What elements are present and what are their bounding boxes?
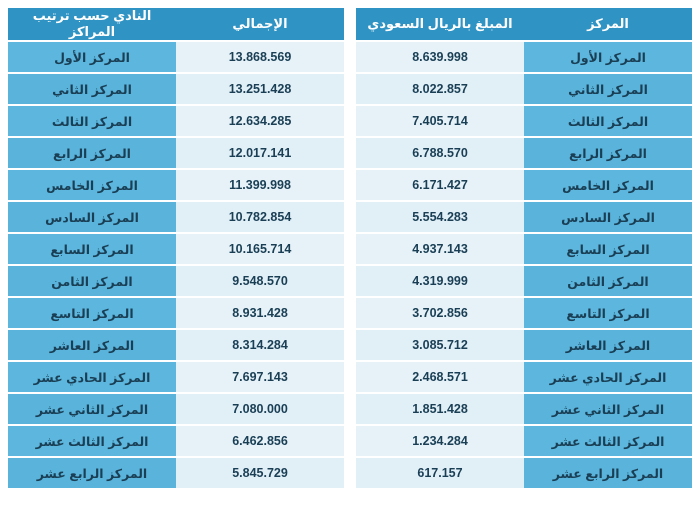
table-row (356, 298, 692, 328)
table-row (8, 234, 344, 264)
cell-category: المركز السابع (8, 234, 176, 264)
table-row (8, 394, 344, 424)
cell-value: 7.080.000 (176, 394, 344, 424)
cell-category: المركز العاشر (524, 330, 692, 360)
cell-category: المركز العاشر (8, 330, 176, 360)
header-category-amounts: النادي حسب ترتيب المراكز (8, 8, 176, 40)
table-header-row (356, 8, 692, 40)
cell-category: المركز الأول (8, 42, 176, 72)
cell-value: 7.697.143 (176, 362, 344, 392)
table-row (8, 74, 344, 104)
table-row (356, 42, 692, 72)
cell-value: 5.554.283 (356, 202, 524, 232)
cell-category: المركز الثالث عشر (524, 426, 692, 456)
table-row (8, 266, 344, 296)
cell-category: المركز الرابع عشر (8, 458, 176, 488)
table-row (356, 106, 692, 136)
table-row (356, 362, 692, 392)
table-row (356, 138, 692, 168)
cell-value: 5.845.729 (176, 458, 344, 488)
table-row (356, 426, 692, 456)
amounts-table-wrapper (8, 6, 344, 515)
header-value-totals: المبلغ بالريال السعودي (356, 8, 524, 40)
totals-table-head (356, 8, 692, 40)
cell-category: المركز الثالث (8, 106, 176, 136)
cell-category: المركز الثاني عشر (8, 394, 176, 424)
header-value-amounts: الإجمالي (176, 8, 344, 40)
table-row (356, 394, 692, 424)
cell-value: 11.399.998 (176, 170, 344, 200)
amounts-table-body (8, 42, 344, 488)
cell-value: 1.851.428 (356, 394, 524, 424)
cell-category: المركز السادس (524, 202, 692, 232)
cell-value: 3.085.712 (356, 330, 524, 360)
table-row (8, 330, 344, 360)
table-row (8, 458, 344, 488)
table-row (356, 458, 692, 488)
cell-category: المركز الثاني عشر (524, 394, 692, 424)
cell-category: المركز الخامس (524, 170, 692, 200)
cell-value: 8.931.428 (176, 298, 344, 328)
cell-category: المركز الخامس (8, 170, 176, 200)
cell-value: 9.548.570 (176, 266, 344, 296)
amounts-table-head (8, 8, 344, 40)
amounts-table (8, 6, 344, 490)
table-row (356, 330, 692, 360)
cell-value: 3.702.856 (356, 298, 524, 328)
header-category-totals: المركز (524, 8, 692, 40)
cell-value: 1.234.284 (356, 426, 524, 456)
cell-value: 13.251.428 (176, 74, 344, 104)
cell-category: المركز الرابع (8, 138, 176, 168)
cell-value: 12.634.285 (176, 106, 344, 136)
cell-category: المركز الثامن (8, 266, 176, 296)
cell-category: المركز الثالث (524, 106, 692, 136)
cell-value: 6.462.856 (176, 426, 344, 456)
table-row (8, 106, 344, 136)
table-row (8, 170, 344, 200)
cell-value: 4.319.999 (356, 266, 524, 296)
table-row (356, 202, 692, 232)
totals-table-wrapper (356, 6, 692, 515)
table-row (356, 266, 692, 296)
cell-category: المركز الحادي عشر (524, 362, 692, 392)
cell-value: 12.017.141 (176, 138, 344, 168)
table-row (8, 202, 344, 232)
cell-value: 617.157 (356, 458, 524, 488)
cell-value: 8.022.857 (356, 74, 524, 104)
table-row (356, 74, 692, 104)
table-row (8, 298, 344, 328)
cell-category: المركز الرابع (524, 138, 692, 168)
table-row (356, 234, 692, 264)
table-row (8, 42, 344, 72)
cell-value: 6.171.427 (356, 170, 524, 200)
cell-category: المركز الثامن (524, 266, 692, 296)
cell-value: 8.314.284 (176, 330, 344, 360)
table-row (8, 138, 344, 168)
cell-value: 4.937.143 (356, 234, 524, 264)
cell-category: المركز الحادي عشر (8, 362, 176, 392)
cell-value: 6.788.570 (356, 138, 524, 168)
cell-category: المركز التاسع (524, 298, 692, 328)
cell-category: المركز السابع (524, 234, 692, 264)
table-row (356, 170, 692, 200)
cell-category: المركز الثاني (8, 74, 176, 104)
cell-category: المركز الثالث عشر (8, 426, 176, 456)
cell-value: 7.405.714 (356, 106, 524, 136)
cell-value: 2.468.571 (356, 362, 524, 392)
cell-value: 10.782.854 (176, 202, 344, 232)
cell-category: المركز الرابع عشر (524, 458, 692, 488)
cell-category: المركز التاسع (8, 298, 176, 328)
cell-category: المركز الأول (524, 42, 692, 72)
table-header-row (8, 8, 344, 40)
cell-value: 10.165.714 (176, 234, 344, 264)
totals-table-body (356, 42, 692, 488)
cell-value: 8.639.998 (356, 42, 524, 72)
table-row (8, 362, 344, 392)
cell-category: المركز الثاني (524, 74, 692, 104)
cell-category: المركز السادس (8, 202, 176, 232)
totals-table (356, 6, 692, 490)
table-row (8, 426, 344, 456)
cell-value: 13.868.569 (176, 42, 344, 72)
